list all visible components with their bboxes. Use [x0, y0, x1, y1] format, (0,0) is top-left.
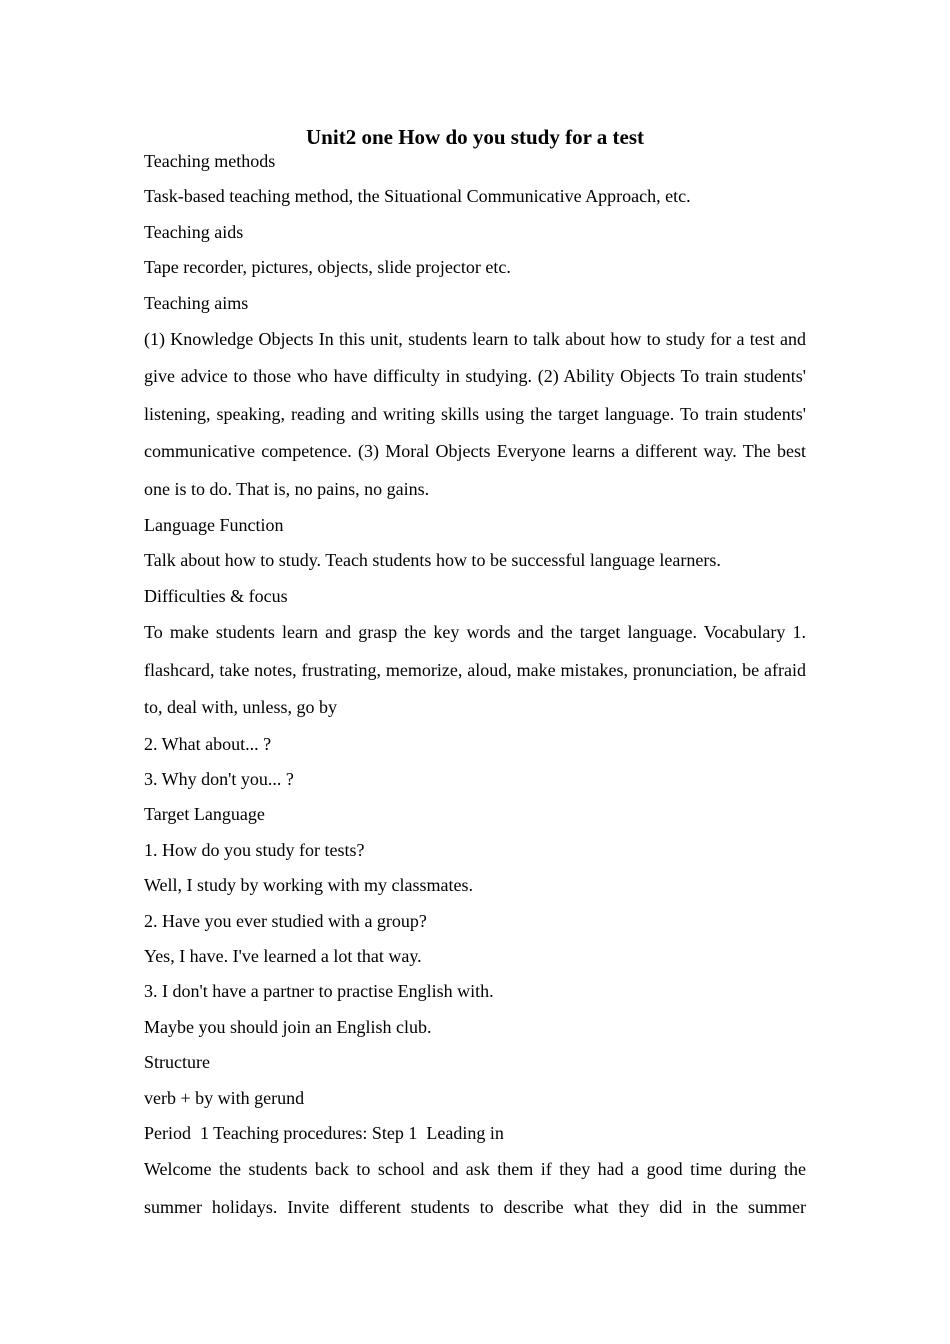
heading-difficulties-focus: Difficulties & focus [144, 585, 288, 606]
structure-text: verb + by with gerund [144, 1087, 305, 1108]
teaching-aims-text: (1) Knowledge Objects In this unit, students learn to talk about how to study for a test and give advice to those who have difficulty in studying. (2) Ability Objects To train students' listening, speaking, reading and writing skills using the target language. To train students' communicative competence. (3) Moral Objects Everyone learns a different way. The best one is to do. That is, no pains, no gains. [144, 329, 806, 499]
heading-structure: Structure [144, 1052, 210, 1073]
target-language-answer-2: Yes, I have. I've learned a lot that way. [144, 945, 422, 966]
target-language-answer-1: Well, I study by working with my classmates. [144, 875, 474, 896]
target-language-answer-3: Maybe you should join an English club. [144, 1016, 432, 1037]
target-language-question-1: 1. How do you study for tests? [144, 839, 365, 860]
heading-teaching-methods: Teaching methods [144, 151, 276, 171]
heading-teaching-aims: Teaching aims [144, 292, 249, 313]
teaching-methods-text: Task-based teaching method, the Situational Communicative Approach, etc. [144, 186, 691, 207]
document-body [144, 144, 806, 1226]
difficulties-focus-text: To make students learn and grasp the key words and the target language. Vocabulary 1. flashcard, take notes, frustrating, memorize, aloud, make mistakes, pronunciation, be afraid to, deal with, unless, go by [144, 622, 806, 718]
heading-teaching-aids: Teaching aids [144, 221, 244, 242]
leading-in-text: Welcome the students back to school and ask them if they had a good time during the summer holidays. Invite different students to describe what they did in the summer [144, 1159, 806, 1217]
heading-language-function: Language Function [144, 515, 284, 536]
heading-target-language: Target Language [144, 804, 265, 825]
vocabulary-item-2: 2. What about... ? [144, 733, 272, 754]
teaching-aids-text: Tape recorder, pictures, objects, slide projector etc. [144, 257, 511, 278]
language-function-text: Talk about how to study. Teach students how to be successful language learners. [144, 550, 721, 571]
document-title: Unit2 one How do you study for a test [306, 125, 644, 149]
period-1-heading: Period 1 Teaching procedures: Step 1 Leading in [144, 1122, 504, 1143]
target-language-question-2: 2. Have you ever studied with a group? [144, 910, 427, 931]
target-language-statement-3: 3. I don't have a partner to practise English with. [144, 981, 494, 1002]
vocabulary-item-3: 3. Why don't you... ? [144, 768, 294, 789]
